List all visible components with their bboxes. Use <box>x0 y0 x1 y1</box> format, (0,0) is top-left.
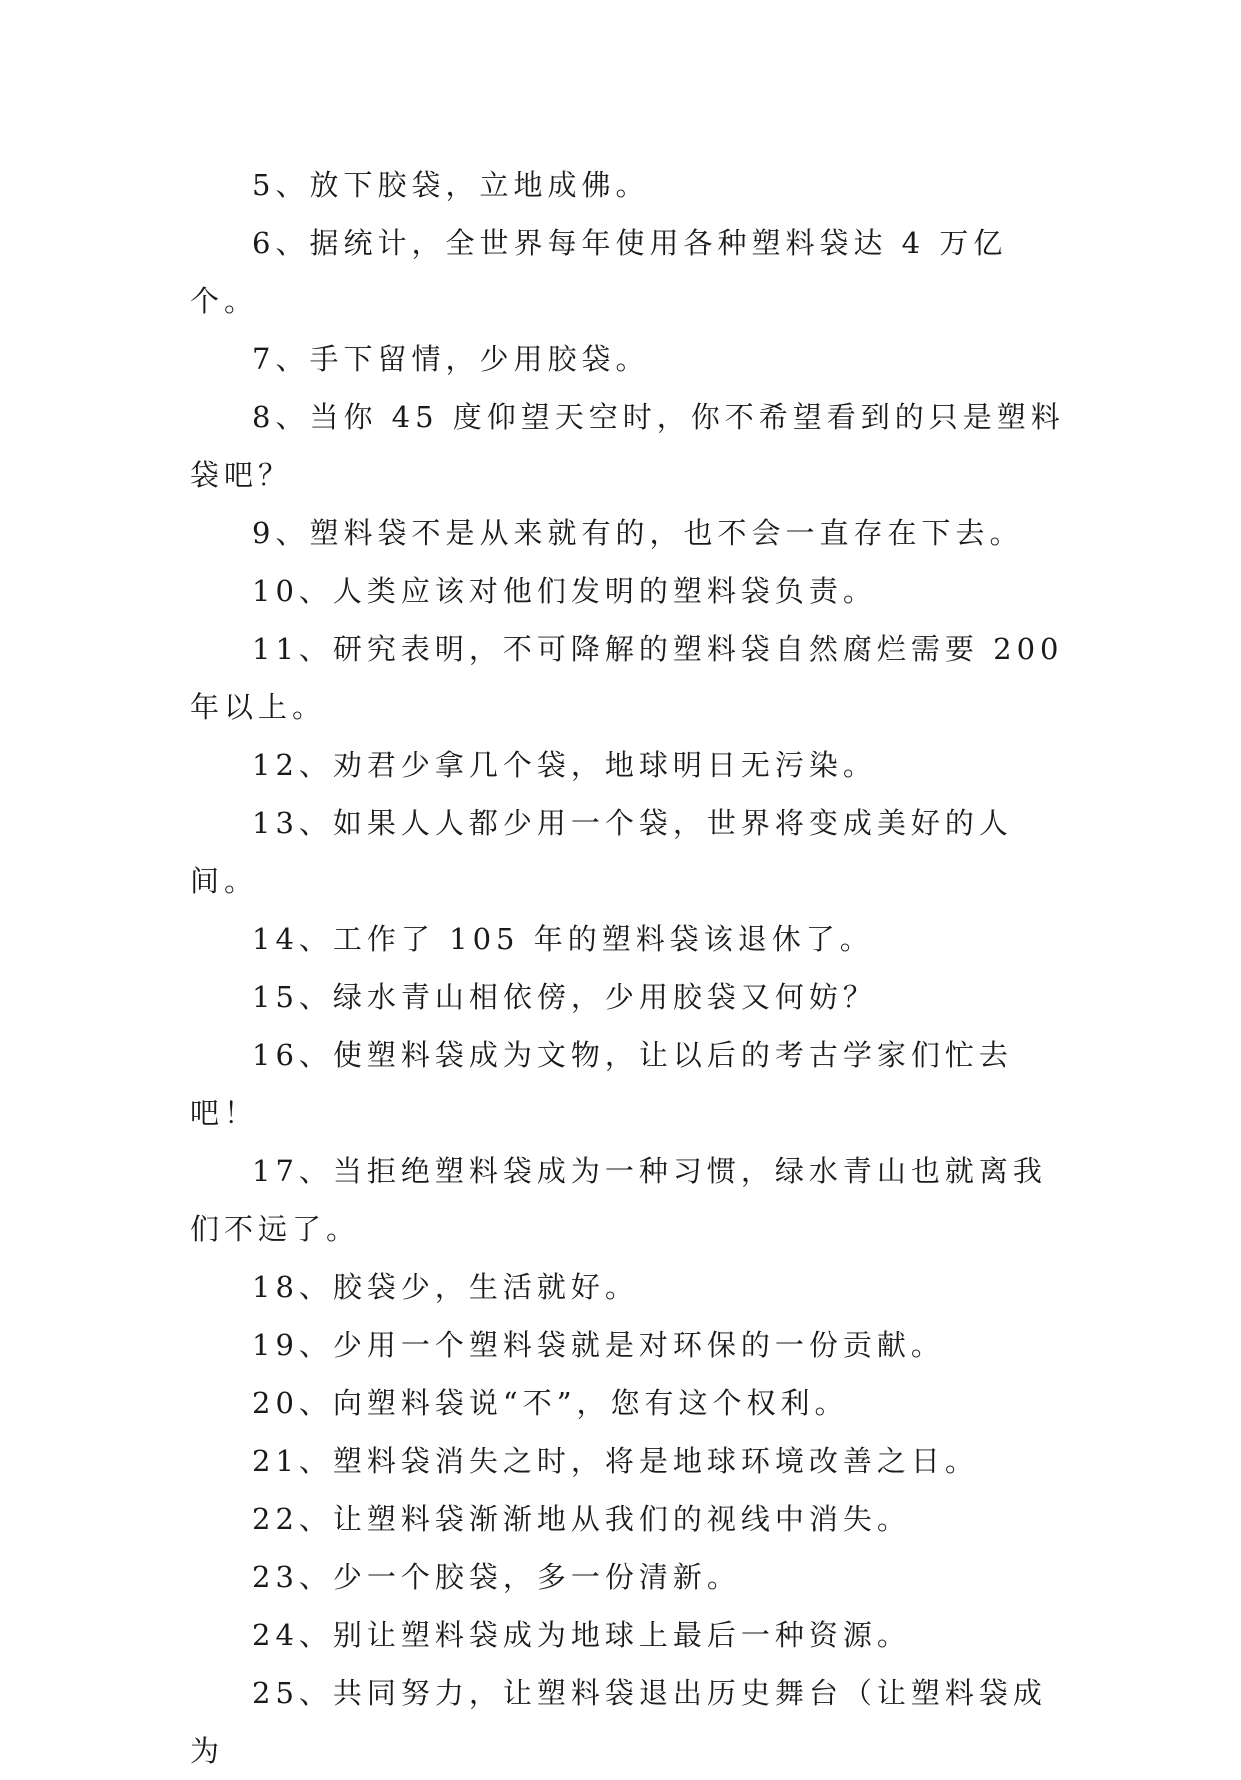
paragraph-22: 22、让塑料袋渐渐地从我们的视线中消失。 <box>252 1502 911 1536</box>
paragraph-9: 9、塑料袋不是从来就有的，也不会一直存在下去。 <box>252 516 1024 550</box>
paragraph-20: 20、向塑料袋说“不”，您有这个权利。 <box>252 1386 849 1420</box>
paragraph-23: 23、少一个胶袋，多一份清新。 <box>252 1560 741 1594</box>
paragraph-5: 5、放下胶袋，立地成佛。 <box>252 168 650 202</box>
paragraph-25: 25、共同努力，让塑料袋退出历史舞台（让塑料袋成为 <box>190 1676 1047 1768</box>
paragraph-11: 11、研究表明，不可降解的塑料袋自然腐烂需要 200 年以上。 <box>190 632 1064 724</box>
paragraph-10: 10、人类应该对他们发明的塑料袋负责。 <box>252 574 877 608</box>
paragraph-8: 8、当你 45 度仰望天空时，你不希望看到的只是塑料袋吧？ <box>190 400 1065 492</box>
paragraph-7: 7、手下留情，少用胶袋。 <box>252 342 650 376</box>
paragraph-12: 12、劝君少拿几个袋，地球明日无污染。 <box>252 748 877 782</box>
paragraph-16: 16、使塑料袋成为文物，让以后的考古学家们忙去吧！ <box>190 1038 1013 1130</box>
paragraph-14: 14、工作了 105 年的塑料袋该退休了。 <box>252 922 874 956</box>
paragraph-18: 18、胶袋少，生活就好。 <box>252 1270 639 1304</box>
document-body <box>190 156 1070 1780</box>
paragraph-21: 21、塑料袋消失之时，将是地球环境改善之日。 <box>252 1444 979 1478</box>
paragraph-13: 13、如果人人都少用一个袋，世界将变成美好的人间。 <box>190 806 1013 898</box>
paragraph-6: 6、据统计，全世界每年使用各种塑料袋达 4 万亿个。 <box>190 226 1008 318</box>
paragraph-24: 24、别让塑料袋成为地球上最后一种资源。 <box>252 1618 911 1652</box>
paragraph-17: 17、当拒绝塑料袋成为一种习惯，绿水青山也就离我们不远了。 <box>190 1154 1047 1246</box>
paragraph-15: 15、绿水青山相依傍，少用胶袋又何妨？ <box>252 980 877 1014</box>
paragraph-19: 19、少用一个塑料袋就是对环保的一份贡献。 <box>252 1328 945 1362</box>
